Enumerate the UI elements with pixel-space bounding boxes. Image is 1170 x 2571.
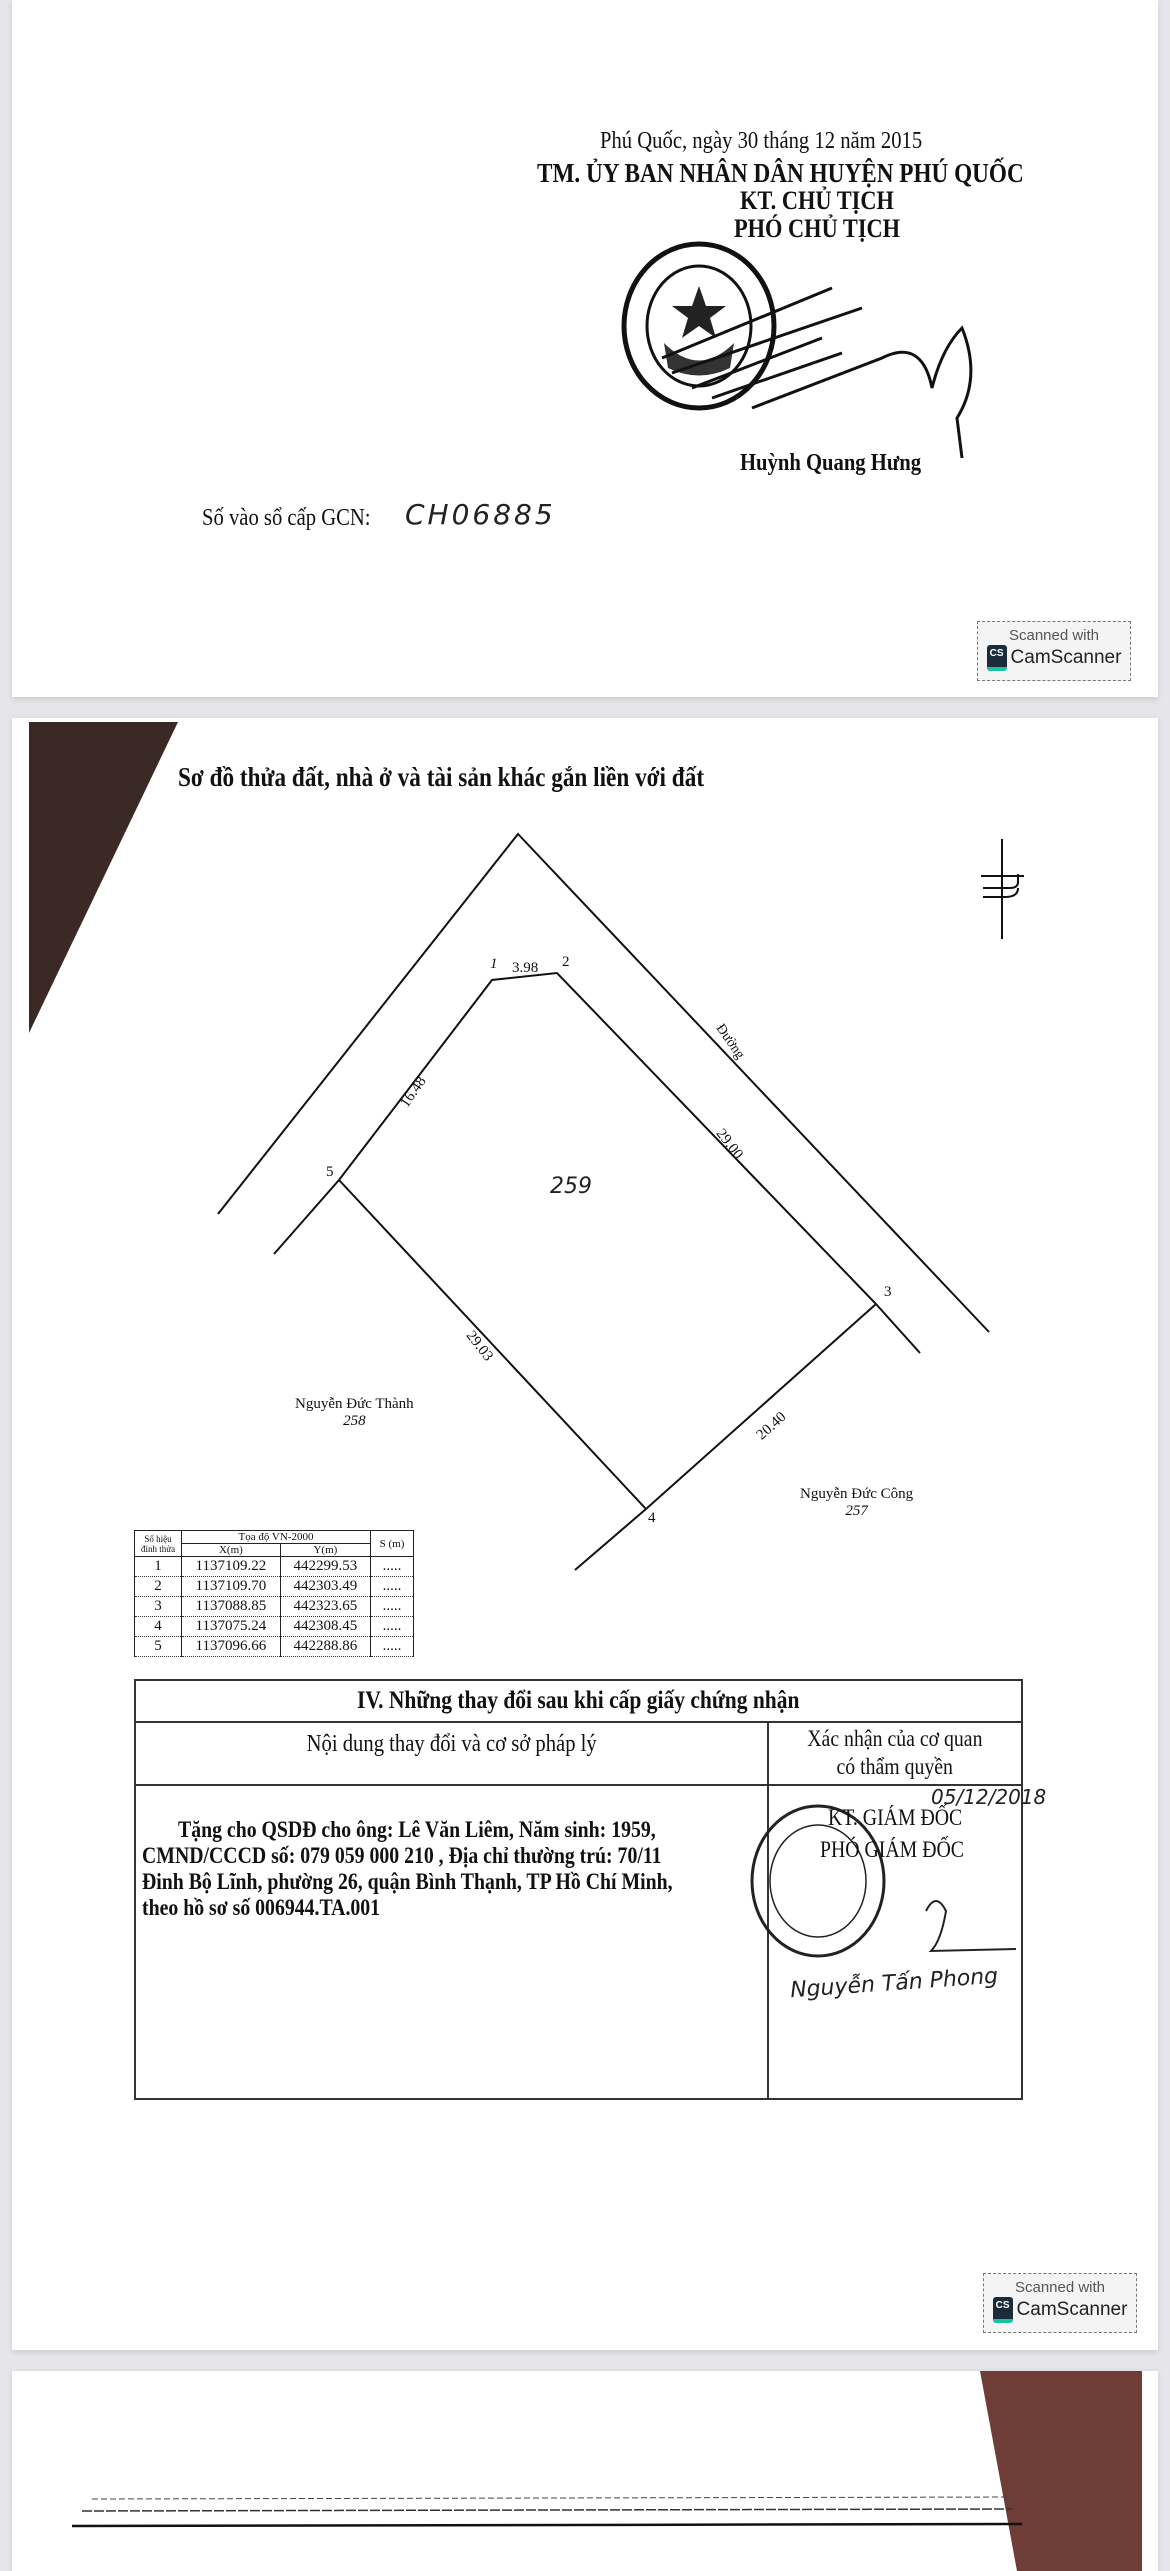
coordinate-table: Số hiệu đỉnh thửa Tọa độ VN-2000 S (m) X(m) Y(m) 1 1137109.22 442299.53 ..... 2 1137109.70 442303.49 ..... 3 1137088.85 442323.65 ..... 4 1137075.24 442308.45 ..... 5 1137096.66 442288.86 ..... xyxy=(134,1530,414,1657)
signature-icon xyxy=(926,1901,1016,1951)
parcel-boundary-north xyxy=(274,973,920,1353)
date-line: Phú Quốc, ngày 30 tháng 12 năm 2015 xyxy=(600,128,923,154)
camscanner-logo-icon: CS xyxy=(987,645,1007,671)
parcel-boundary-south xyxy=(339,1180,876,1509)
coordinate-cell-n: 5 xyxy=(135,1637,182,1657)
point-label-1: 1 xyxy=(490,956,498,972)
point-label-4: 4 xyxy=(648,1510,656,1526)
coordinate-row xyxy=(135,1577,414,1597)
coordinate-cell-n: 4 xyxy=(135,1617,182,1637)
coordinate-cell-s: ..... xyxy=(371,1577,414,1597)
gcn-label: Số vào sổ cấp GCN: xyxy=(202,505,371,531)
scanned-page-3 xyxy=(12,2371,1158,2571)
coordinate-cell-y: 442299.53 xyxy=(280,1557,370,1577)
coordinate-row xyxy=(135,1597,414,1617)
coordinate-cell-x: 1137109.22 xyxy=(182,1557,281,1577)
row-divider xyxy=(136,1784,1021,1786)
changes-heading: IV. Những thay đổi sau khi cấp giấy chứng nhận xyxy=(136,1681,1021,1723)
scanned-page-1 xyxy=(12,0,1158,697)
coordinate-cell-x: 1137075.24 xyxy=(182,1617,281,1637)
coordinate-cell-x: 1137088.85 xyxy=(182,1597,281,1617)
coordinate-cell-n: 3 xyxy=(135,1597,182,1617)
change-content: Tặng cho QSDĐ cho ông: Lê Văn Liêm, Năm sinh: 1959, CMND/CCCD số: 079 059 000 210 , Địa chỉ thường trú: 70/11 Đinh Bộ Lĩnh, phường 26, quận Bình Thạnh, TP Hồ Chí Minh, theo hồ sơ số 006944.TA.001 xyxy=(142,1817,673,1920)
edge-length-5-1: 16.48 xyxy=(397,1073,430,1111)
handwritten-date: 05/12/2018 xyxy=(931,1785,1047,1809)
coordinate-cell-s: ..... xyxy=(371,1557,414,1577)
point-label-5: 5 xyxy=(326,1164,334,1180)
gcn-value: CH06885 xyxy=(405,498,556,531)
column-header-content: Nội dung thay đổi và cơ sở pháp lý xyxy=(306,1731,597,1757)
on-behalf-title: KT. CHỦ TỊCH xyxy=(740,186,894,215)
parcel-number: 259 xyxy=(550,1174,592,1199)
deputy-director-title: PHÓ GIÁM ĐỐC xyxy=(820,1837,964,1862)
changes-section xyxy=(134,1679,1047,2100)
coordinate-row xyxy=(135,1617,414,1637)
edge-length-2-3: 29.00 xyxy=(712,1125,746,1163)
background-shadow xyxy=(29,722,178,1033)
coordinate-cell-s: ..... xyxy=(371,1637,414,1657)
road-label: Đường xyxy=(712,1021,748,1063)
coordinate-cell-y: 442308.45 xyxy=(280,1617,370,1637)
diagram-title: Sơ đồ thửa đất, nhà ở và tài sản khác gắn liền với đất xyxy=(178,762,705,792)
edge-length-4-5: 29.03 xyxy=(462,1327,496,1365)
coordinate-row xyxy=(135,1557,414,1577)
north-arrow-icon xyxy=(981,839,1024,939)
signer-name: Huỳnh Quang Hưng xyxy=(740,450,922,476)
page-3-preview xyxy=(12,2371,1158,2571)
edge-length-3-4: 20.40 xyxy=(753,1408,790,1444)
camscanner-badge: Scanned with CS CamScanner xyxy=(977,621,1131,681)
coordinate-cell-s: ..... xyxy=(371,1617,414,1637)
coordinate-cell-n: 2 xyxy=(135,1577,182,1597)
coordinate-cell-y: 442323.65 xyxy=(280,1597,370,1617)
road-boundary-line xyxy=(218,834,989,1332)
column-header-confirmation: Xác nhận của cơ quan có thẩm quyền xyxy=(807,1726,983,1779)
coordinate-cell-x: 1137109.70 xyxy=(182,1577,281,1597)
point-label-2: 2 xyxy=(562,954,570,970)
camscanner-badge-2: Scanned with CS CamScanner xyxy=(983,2273,1137,2333)
seal-and-signature xyxy=(602,228,1022,488)
neighbor-left: Nguyễn Đức Thành 258 xyxy=(295,1396,414,1429)
point-label-3: 3 xyxy=(884,1284,892,1300)
coordinate-cell-x: 1137096.66 xyxy=(182,1637,281,1657)
neighbor-right: Nguyễn Đức Công 257 xyxy=(800,1486,914,1519)
background-shadow xyxy=(980,2371,1142,2571)
position-title: PHÓ CHỦ TỊCH xyxy=(734,214,901,243)
coordinate-row xyxy=(135,1637,414,1657)
boundary-extension xyxy=(575,1509,646,1570)
edge-length-1-2: 3.98 xyxy=(512,960,539,976)
coordinate-cell-n: 1 xyxy=(135,1557,182,1577)
coordinate-cell-y: 442303.49 xyxy=(280,1577,370,1597)
coordinate-cell-y: 442288.86 xyxy=(280,1637,370,1657)
agency-signer: Nguyễn Tấn Phong xyxy=(789,1963,999,2004)
director-title: KT. GIÁM ĐỐC xyxy=(828,1805,963,1830)
camscanner-logo-icon: CS xyxy=(993,2297,1013,2323)
coordinate-cell-s: ..... xyxy=(371,1597,414,1617)
scanned-page-2 xyxy=(12,718,1158,2350)
authority-title: TM. ỦY BAN NHÂN DÂN HUYỆN PHÚ QUỐC xyxy=(537,158,1024,188)
